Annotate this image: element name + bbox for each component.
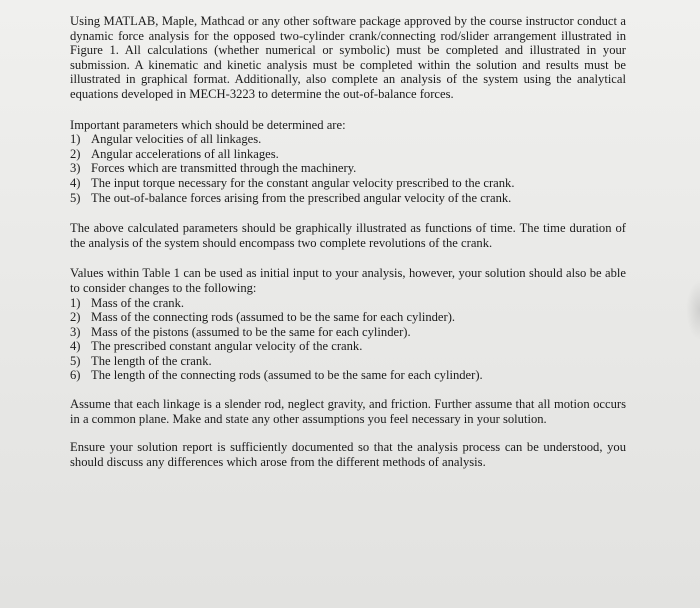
list-item xyxy=(70,339,626,354)
list-item-number: 3) xyxy=(70,161,81,176)
intro-paragraph: Using MATLAB, Maple, Mathcad or any other software package approved by the course instructor conduct a dynamic force analysis for the opposed two-cylinder crank/connecting rod/slider arrangement illustrated in Figure 1. All calculations (whether numerical or symbolic) must be completed and illustrated in your submission. A kinematic and kinetic analysis must be completed within the solution and results must be illustrated in graphical format. Additionally, also complete an analysis of the system using the analytical equations developed in MECH-3223 to determine the out-of-balance forces. xyxy=(70,14,626,101)
list-item-number: 3) xyxy=(70,324,81,339)
values-intro-paragraph: Values within Table 1 can be used as initial input to your analysis, however, your solution should also be able to consider changes to the following: xyxy=(70,266,626,295)
parameters-heading: Important parameters which should be determined are: xyxy=(70,117,346,132)
list-item-number: 1) xyxy=(70,132,81,147)
list-item-number: 2) xyxy=(70,310,81,325)
assumptions-paragraph: Assume that each linkage is a slender rod, neglect gravity, and friction. Further assume that all motion occurs in a common plane. Make and state any other assumptions you feel necessary in your solution. xyxy=(70,397,626,426)
list-item-text: The out-of-balance forces arising from the prescribed angular velocity of the crank. xyxy=(91,190,512,205)
values-list xyxy=(70,296,626,384)
list-item-text: The length of the crank. xyxy=(91,353,212,368)
list-item-number: 4) xyxy=(70,175,81,190)
list-item-text: Angular accelerations of all linkages. xyxy=(91,146,279,161)
list-item xyxy=(70,161,626,176)
list-item-text: The prescribed constant angular velocity of the crank. xyxy=(91,339,363,354)
parameters-list xyxy=(70,132,626,205)
list-item-text: The length of the connecting rods (assumed to be the same for each cylinder). xyxy=(91,368,483,383)
list-item-number: 5) xyxy=(70,190,81,205)
list-item xyxy=(70,325,626,340)
list-item xyxy=(70,310,626,325)
list-item-number: 5) xyxy=(70,353,81,368)
list-item xyxy=(70,296,626,311)
list-item-text: Mass of the crank. xyxy=(91,295,185,310)
list-item-number: 1) xyxy=(70,295,81,310)
list-item-text: The input torque necessary for the constant angular velocity prescribed to the crank. xyxy=(91,175,515,190)
list-item-text: Mass of the connecting rods (assumed to be the same for each cylinder). xyxy=(91,310,456,325)
list-item xyxy=(70,147,626,162)
list-item xyxy=(70,191,626,206)
list-item-number: 2) xyxy=(70,146,81,161)
list-item xyxy=(70,132,626,147)
list-item-text: Mass of the pistons (assumed to be the same for each cylinder). xyxy=(91,324,411,339)
documentation-paragraph: Ensure your solution report is sufficiently documented so that the analysis process can be understood, you should discuss any differences which arose from the different methods of analysis. xyxy=(70,440,626,469)
list-item xyxy=(70,354,626,369)
document-body xyxy=(70,14,626,469)
list-item-text: Forces which are transmitted through the machinery. xyxy=(91,161,357,176)
list-item xyxy=(70,368,626,383)
page-edge-shadow xyxy=(686,280,700,340)
list-item xyxy=(70,176,626,191)
list-item-text: Angular velocities of all linkages. xyxy=(91,132,262,147)
list-item-number: 6) xyxy=(70,368,81,383)
list-item-number: 4) xyxy=(70,339,81,354)
graph-paragraph: The above calculated parameters should be graphically illustrated as functions of time. The time duration of the analysis of the system should encompass two complete revolutions of the crank. xyxy=(70,221,626,250)
